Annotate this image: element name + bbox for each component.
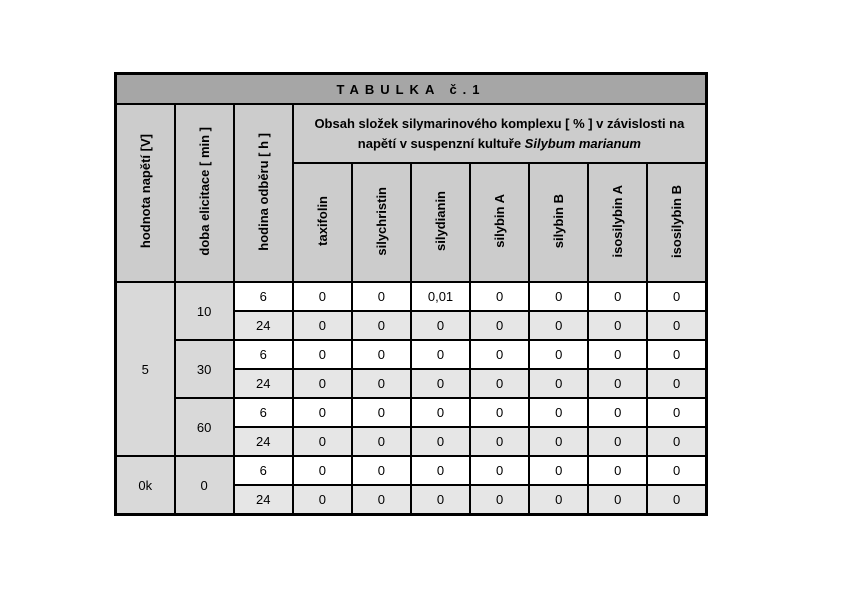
value-cell: 0: [647, 456, 706, 485]
value-cell: 0: [470, 398, 529, 427]
value-cell: 0: [352, 485, 411, 515]
value-cell: 0: [647, 311, 706, 340]
compound-header: [352, 163, 411, 282]
value-cell: 0: [411, 427, 470, 456]
sampling-hour-cell: 6: [234, 340, 293, 369]
value-cell: 0: [470, 456, 529, 485]
sampling-hour-cell: 24: [234, 311, 293, 340]
value-cell: 0: [529, 311, 588, 340]
value-cell: 0: [470, 485, 529, 515]
value-cell: 0: [588, 311, 647, 340]
value-cell: 0: [470, 427, 529, 456]
compound-header-label: silybin A: [492, 194, 508, 249]
description-text: Obsah složek silymarinového komplexu [ % ] v závislosti na napětí v suspenzní kultuře: [314, 115, 685, 151]
voltage-header-label: hodnota napětí [V]: [137, 134, 153, 249]
compound-header-label: silybin B: [551, 194, 567, 249]
value-cell: 0: [647, 340, 706, 369]
compound-header-label: silychristin: [373, 186, 389, 256]
compound-header-label: isosilybin B: [669, 184, 685, 258]
value-cell: 0,01: [411, 282, 470, 311]
value-cell: 0: [529, 485, 588, 515]
value-cell: 0: [647, 427, 706, 456]
value-cell: 0: [411, 311, 470, 340]
compound-header: [411, 163, 470, 282]
table-row: [116, 398, 707, 427]
sampling-hour-header-label: hodina odběru [ h ]: [255, 132, 271, 251]
sampling-hour-cell: 6: [234, 456, 293, 485]
value-cell: 0: [293, 427, 352, 456]
voltage-cell: 0k: [116, 456, 175, 515]
sampling-hour-cell: 24: [234, 485, 293, 515]
value-cell: 0: [588, 369, 647, 398]
compound-header-label: isosilybin A: [610, 184, 626, 258]
value-cell: 0: [352, 456, 411, 485]
value-cell: 0: [588, 398, 647, 427]
value-cell: 0: [529, 282, 588, 311]
value-cell: 0: [352, 282, 411, 311]
sampling-hour-cell: 24: [234, 427, 293, 456]
value-cell: 0: [411, 456, 470, 485]
value-cell: 0: [588, 456, 647, 485]
value-cell: 0: [352, 369, 411, 398]
value-cell: 0: [352, 340, 411, 369]
elicitation-time-cell: 30: [175, 340, 234, 398]
value-cell: 0: [293, 340, 352, 369]
sampling-hour-cell: 6: [234, 398, 293, 427]
value-cell: 0: [293, 456, 352, 485]
value-cell: 0: [529, 398, 588, 427]
value-cell: 0: [293, 311, 352, 340]
value-cell: 0: [588, 340, 647, 369]
results-table: [114, 72, 708, 516]
value-cell: 0: [647, 282, 706, 311]
elicitation-time-cell: 0: [175, 456, 234, 515]
value-cell: 0: [352, 427, 411, 456]
table-row: [116, 456, 707, 485]
value-cell: 0: [588, 282, 647, 311]
value-cell: 0: [529, 456, 588, 485]
table-row: [116, 340, 707, 369]
value-cell: 0: [529, 427, 588, 456]
compound-header: [470, 163, 529, 282]
elicitation-time-header-label: doba elicitace [ min ]: [196, 127, 212, 256]
table-body: [116, 74, 707, 515]
description-header: [293, 104, 707, 163]
elicitation-time-cell: 60: [175, 398, 234, 456]
value-cell: 0: [588, 427, 647, 456]
value-cell: 0: [411, 369, 470, 398]
voltage-cell: 5: [116, 282, 175, 456]
value-cell: 0: [411, 398, 470, 427]
value-cell: 0: [470, 340, 529, 369]
value-cell: 0: [529, 340, 588, 369]
voltage-header: [116, 104, 175, 282]
value-cell: 0: [411, 340, 470, 369]
table-row: [116, 282, 707, 311]
compound-header: [588, 163, 647, 282]
table-title: TABULKA č.1: [116, 74, 707, 105]
value-cell: 0: [470, 369, 529, 398]
sampling-hour-cell: 24: [234, 369, 293, 398]
value-cell: 0: [293, 485, 352, 515]
value-cell: 0: [529, 369, 588, 398]
compound-header: [293, 163, 352, 282]
compound-header: [529, 163, 588, 282]
compound-header-label: silydianin: [433, 191, 449, 252]
value-cell: 0: [293, 369, 352, 398]
compound-header: [647, 163, 706, 282]
value-cell: 0: [352, 311, 411, 340]
value-cell: 0: [647, 369, 706, 398]
value-cell: 0: [411, 485, 470, 515]
compound-header-label: taxifolin: [314, 196, 330, 247]
value-cell: 0: [647, 485, 706, 515]
value-cell: 0: [293, 398, 352, 427]
species-name: Silybum marianum: [524, 135, 641, 151]
value-cell: 0: [647, 398, 706, 427]
elicitation-time-cell: 10: [175, 282, 234, 340]
value-cell: 0: [352, 398, 411, 427]
value-cell: 0: [470, 311, 529, 340]
elicitation-time-header: [175, 104, 234, 282]
value-cell: 0: [588, 485, 647, 515]
sampling-hour-header: [234, 104, 293, 282]
sampling-hour-cell: 6: [234, 282, 293, 311]
value-cell: 0: [470, 282, 529, 311]
value-cell: 0: [293, 282, 352, 311]
